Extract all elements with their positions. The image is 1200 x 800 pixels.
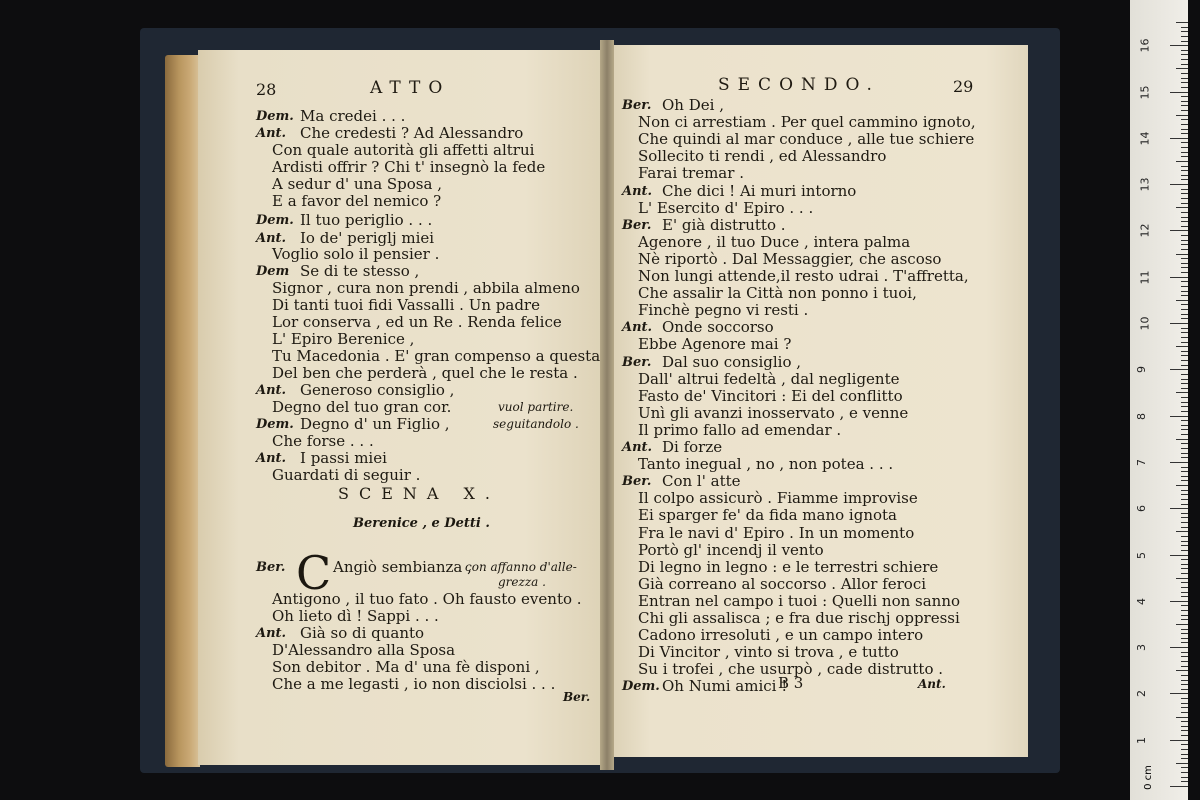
ruler-tick bbox=[1181, 226, 1188, 227]
ruler-tick bbox=[1181, 96, 1188, 97]
verse-line: Unì gli avanzi inosservato , e venne bbox=[638, 403, 909, 422]
ruler-tick bbox=[1176, 578, 1188, 579]
ruler-tick bbox=[1181, 203, 1188, 204]
ruler-tick bbox=[1181, 263, 1188, 264]
ruler-tick bbox=[1181, 517, 1188, 518]
ruler-tick bbox=[1181, 726, 1188, 727]
ruler-tick bbox=[1170, 555, 1188, 556]
ruler-number: 13 bbox=[1138, 177, 1152, 192]
ruler-tick bbox=[1181, 314, 1188, 315]
ruler-tick bbox=[1181, 212, 1188, 213]
verse-line: Che forse . . . bbox=[272, 432, 374, 450]
ruler-tick bbox=[1181, 27, 1188, 28]
page-number: 29 bbox=[953, 77, 974, 96]
ruler-tick bbox=[1181, 110, 1188, 111]
ruler-tick bbox=[1181, 490, 1188, 491]
ruler-tick bbox=[1181, 712, 1188, 713]
ruler-tick bbox=[1181, 536, 1188, 537]
ruler-tick bbox=[1181, 332, 1188, 333]
ruler-number: 16 bbox=[1138, 38, 1152, 53]
verse-line: Tanto inegual , no , non potea . . . bbox=[638, 455, 894, 474]
ruler-tick bbox=[1181, 78, 1188, 79]
ruler-tick bbox=[1170, 184, 1188, 185]
ruler-tick bbox=[1181, 221, 1188, 222]
verse-line: Del ben che perderà , quel che le resta . bbox=[272, 364, 578, 382]
ruler-tick bbox=[1181, 781, 1188, 782]
ruler-tick bbox=[1181, 105, 1188, 106]
ruler-number: 12 bbox=[1138, 223, 1152, 238]
ruler-tick bbox=[1176, 161, 1188, 162]
ruler-tick bbox=[1181, 573, 1188, 574]
ruler-tick bbox=[1181, 272, 1188, 273]
running-header: ATTO bbox=[370, 78, 451, 98]
speaker-label: Ant. bbox=[256, 383, 287, 398]
ruler-tick bbox=[1181, 443, 1188, 444]
ruler-number: 15 bbox=[1138, 85, 1152, 99]
ruler-tick bbox=[1181, 82, 1188, 83]
speaker-label: Ber. bbox=[622, 217, 652, 233]
verse-line: Chi gli assalisca ; e fra due rischj oppressi bbox=[638, 609, 960, 627]
measurement-ruler bbox=[1130, 0, 1188, 800]
verse-line: Cadono irresoluti , e un campo intero bbox=[638, 626, 924, 645]
ruler-tick bbox=[1181, 471, 1188, 472]
ruler-tick bbox=[1181, 582, 1188, 583]
ruler-tick bbox=[1181, 633, 1188, 634]
verse-line: Generoso consiglio , bbox=[300, 381, 455, 399]
ruler-number: 9 bbox=[1135, 366, 1148, 374]
ruler-tick bbox=[1181, 258, 1188, 259]
verse-line: Di forze bbox=[662, 438, 723, 456]
ruler-tick bbox=[1170, 369, 1188, 370]
ruler-tick bbox=[1170, 45, 1188, 46]
verse-line: Guardati di seguir . bbox=[272, 466, 421, 484]
ruler-tick bbox=[1181, 504, 1188, 505]
ruler-tick bbox=[1181, 374, 1188, 375]
ruler-tick bbox=[1181, 355, 1188, 356]
ruler-tick bbox=[1181, 318, 1188, 319]
verse-line: Portò gl' incendj il vento bbox=[638, 540, 824, 559]
ruler-number: 1 bbox=[1135, 736, 1148, 744]
ruler-tick bbox=[1176, 439, 1188, 440]
right-page bbox=[608, 45, 1028, 757]
verse-line: Che quindi al mar conduce , alle tue schiere bbox=[638, 130, 975, 149]
ruler-tick bbox=[1181, 119, 1188, 120]
ruler-number: 10 bbox=[1138, 316, 1152, 331]
verse-line: Dall' altrui fedeltà , dal negligente bbox=[638, 369, 900, 388]
ruler-tick bbox=[1176, 300, 1188, 301]
ruler-tick bbox=[1181, 744, 1188, 745]
verse-line: Finchè pegno vi resti . bbox=[638, 301, 809, 320]
ruler-tick bbox=[1181, 467, 1188, 468]
ruler-tick bbox=[1181, 457, 1188, 458]
verse-line: Che a me legasti , io non disciolsi . . . bbox=[272, 675, 556, 693]
ruler-tick bbox=[1181, 133, 1188, 134]
ruler-tick bbox=[1181, 527, 1188, 528]
speaker-label: Ant. bbox=[622, 183, 653, 199]
ruler-tick bbox=[1181, 615, 1188, 616]
ruler-tick bbox=[1181, 240, 1188, 241]
ruler-tick bbox=[1176, 717, 1188, 718]
verse-line: Di tanti tuoi fidi Vassalli . Un padre bbox=[272, 296, 540, 314]
verse-line: Agenore , il tuo Duce , intera palma bbox=[638, 232, 911, 251]
ruler-tick bbox=[1181, 684, 1188, 685]
ruler-tick bbox=[1176, 485, 1188, 486]
verse-line: Già correano al soccorso . Allor feroci bbox=[638, 574, 927, 593]
ruler-tick bbox=[1181, 397, 1188, 398]
verse-line: Angiò sembianza , bbox=[333, 558, 472, 576]
ruler-unit-label: 0 cm bbox=[1142, 765, 1154, 790]
verse-line: Tu Macedonia . E' gran compenso a questa bbox=[272, 347, 601, 365]
verse-line: Ardisti offrir ? Chi t' insegnò la fede bbox=[272, 158, 546, 176]
ruler-tick bbox=[1181, 147, 1188, 148]
verse-line: L' Epiro Berenice , bbox=[272, 330, 415, 348]
ruler-tick bbox=[1181, 420, 1188, 421]
ruler-tick bbox=[1181, 124, 1188, 125]
ruler-tick bbox=[1181, 629, 1188, 630]
ruler-tick bbox=[1181, 166, 1188, 167]
verse-line: Io de' periglj miei bbox=[300, 229, 435, 247]
left-page bbox=[198, 50, 606, 765]
verse-line: Ebbe Agenore mai ? bbox=[638, 335, 792, 354]
ruler-tick bbox=[1181, 777, 1188, 778]
ruler-tick bbox=[1170, 462, 1188, 463]
verse-line: Fra le navi d' Epiro . In un momento bbox=[638, 523, 915, 542]
ruler-number: 2 bbox=[1135, 690, 1148, 698]
ruler-tick bbox=[1181, 656, 1188, 657]
ruler-tick bbox=[1181, 494, 1188, 495]
ruler-number: 11 bbox=[1138, 270, 1152, 285]
speaker-label: Ant. bbox=[622, 440, 653, 455]
verse-line: Non ci arrestiam . Per quel cammino ignoto, bbox=[638, 113, 976, 132]
ruler-tick bbox=[1181, 351, 1188, 352]
page-number: 28 bbox=[256, 80, 277, 99]
ruler-tick bbox=[1176, 346, 1188, 347]
ruler-tick bbox=[1181, 101, 1188, 102]
ruler-tick bbox=[1181, 244, 1188, 245]
speaker-label: Ant. bbox=[256, 451, 287, 466]
ruler-tick bbox=[1181, 605, 1188, 606]
ruler-number: 7 bbox=[1135, 458, 1148, 466]
ruler-tick bbox=[1170, 323, 1188, 324]
ruler-tick bbox=[1181, 235, 1188, 236]
ruler-tick bbox=[1181, 642, 1188, 643]
ruler-tick bbox=[1181, 64, 1188, 65]
speaker-label: Ant. bbox=[256, 231, 287, 246]
ruler-tick bbox=[1181, 730, 1188, 731]
speaker-label: Ber. bbox=[622, 354, 652, 370]
ruler-tick bbox=[1181, 587, 1188, 588]
ruler-tick bbox=[1181, 406, 1188, 407]
ruler-tick bbox=[1181, 675, 1188, 676]
verse-line: Voglio solo il pensier . bbox=[272, 245, 440, 263]
ruler-tick bbox=[1176, 115, 1188, 116]
ruler-tick bbox=[1181, 328, 1188, 329]
verse-line: Con l' atte bbox=[662, 472, 741, 491]
speaker-label: Ant. bbox=[622, 320, 653, 336]
ruler-tick bbox=[1181, 388, 1188, 389]
ruler-tick bbox=[1181, 379, 1188, 380]
ruler-tick bbox=[1181, 50, 1188, 51]
speaker-label: Dem. bbox=[256, 417, 294, 432]
scene-heading: SCENA X. bbox=[338, 484, 500, 503]
verse-line: E a favor del nemico ? bbox=[272, 192, 442, 210]
verse-line: Di Vincitor , vinto si trova , e tutto bbox=[638, 643, 899, 662]
verse-line: Dal suo consiglio , bbox=[662, 352, 802, 371]
ruler-tick bbox=[1176, 531, 1188, 532]
ruler-number: 14 bbox=[1138, 131, 1152, 146]
verse-line: Entran nel campo i tuoi : Quelli non sanno bbox=[638, 591, 961, 610]
ruler-tick bbox=[1181, 680, 1188, 681]
ruler-tick bbox=[1181, 267, 1188, 268]
ruler-tick bbox=[1181, 59, 1188, 60]
ruler-tick bbox=[1181, 638, 1188, 639]
verse-line: Il tuo periglio . . . bbox=[300, 211, 433, 229]
verse-line: Lor conserva , ed un Re . Renda felice bbox=[272, 313, 562, 331]
ruler-tick bbox=[1181, 476, 1188, 477]
ruler-tick bbox=[1181, 411, 1188, 412]
ruler-tick bbox=[1176, 254, 1188, 255]
book-gutter bbox=[600, 40, 614, 770]
ruler-tick bbox=[1181, 36, 1188, 37]
catchword: Ant. bbox=[918, 677, 946, 691]
ruler-tick bbox=[1181, 152, 1188, 153]
verse-line: Non lungi attende,il resto udrai . T'affretta, bbox=[638, 267, 969, 285]
ruler-tick bbox=[1181, 522, 1188, 523]
ruler-tick bbox=[1181, 666, 1188, 667]
verse-line: E' già distrutto . bbox=[662, 215, 786, 234]
ruler-number: 6 bbox=[1135, 505, 1148, 513]
speaker-label: Ber. bbox=[622, 474, 652, 490]
ruler-tick bbox=[1181, 610, 1188, 611]
ruler-tick bbox=[1181, 286, 1188, 287]
verse-line: Se di te stesso , bbox=[300, 262, 420, 280]
ruler-tick bbox=[1181, 541, 1188, 542]
ruler-tick bbox=[1181, 619, 1188, 620]
speaker-label: Ber. bbox=[622, 98, 652, 113]
ruler-tick bbox=[1176, 763, 1188, 764]
ruler-number: 5 bbox=[1135, 551, 1148, 559]
verse-line: Già so di quanto bbox=[300, 624, 425, 642]
ruler-tick bbox=[1181, 425, 1188, 426]
ruler-tick bbox=[1181, 429, 1188, 430]
speaker-label: Ant. bbox=[256, 626, 287, 641]
speaker-label: Dem. bbox=[256, 109, 294, 124]
ruler-tick bbox=[1181, 142, 1188, 143]
ruler-tick bbox=[1181, 513, 1188, 514]
ruler-tick bbox=[1181, 291, 1188, 292]
signature-mark: B 3 bbox=[778, 674, 804, 692]
ruler-tick bbox=[1176, 670, 1188, 671]
ruler-tick bbox=[1181, 689, 1188, 690]
ruler-tick bbox=[1176, 624, 1188, 625]
speaker-label: Dem bbox=[256, 264, 290, 279]
verse-line: Sollecito ti rendi , ed Alessandro bbox=[638, 147, 887, 166]
catchword: Ber. bbox=[563, 690, 591, 704]
ruler-tick bbox=[1181, 73, 1188, 74]
ruler-tick bbox=[1181, 564, 1188, 565]
speaker-label: Ber. bbox=[256, 560, 286, 575]
ruler-tick bbox=[1181, 550, 1188, 551]
verse-line: Di legno in legno : e le terrestri schiere bbox=[638, 557, 939, 576]
ruler-tick bbox=[1181, 249, 1188, 250]
ruler-tick bbox=[1176, 207, 1188, 208]
ruler-tick bbox=[1181, 652, 1188, 653]
ruler-tick bbox=[1181, 545, 1188, 546]
ruler-tick bbox=[1181, 754, 1188, 755]
verse-line: Che assalir la Città non ponno i tuoi, bbox=[638, 284, 917, 303]
ruler-tick bbox=[1181, 193, 1188, 194]
ruler-tick bbox=[1181, 41, 1188, 42]
ruler-tick bbox=[1181, 360, 1188, 361]
ruler-tick bbox=[1181, 295, 1188, 296]
verse-line: Antigono , il tuo fato . Oh fausto evento . bbox=[272, 590, 582, 608]
ruler-tick bbox=[1181, 304, 1188, 305]
scene-characters: Berenice , e Detti . bbox=[353, 516, 490, 531]
ruler-tick bbox=[1176, 68, 1188, 69]
ruler-tick bbox=[1181, 198, 1188, 199]
ruler-tick bbox=[1176, 392, 1188, 393]
verse-line: D'Alessandro alla Sposa bbox=[272, 641, 456, 659]
ruler-tick bbox=[1170, 416, 1188, 417]
ruler-tick bbox=[1170, 693, 1188, 694]
ruler-tick bbox=[1181, 499, 1188, 500]
verse-line: I passi miei bbox=[300, 449, 387, 467]
verse-line: Il primo fallo ad emendar . bbox=[638, 420, 842, 439]
verse-line: Degno d' un Figlio , bbox=[300, 415, 450, 433]
verse-line: Signor , cura non prendi , abbila almeno bbox=[272, 279, 580, 297]
stage-direction: con affanno d'alle- bbox=[465, 560, 577, 574]
running-header: SECONDO. bbox=[718, 75, 880, 95]
verse-line: Fasto de' Vincitori : Ei del conflitto bbox=[638, 386, 903, 405]
ruler-tick bbox=[1181, 156, 1188, 157]
speaker-label: Dem. bbox=[622, 679, 660, 695]
stage-direction: grezza . bbox=[498, 575, 546, 589]
ruler-tick bbox=[1170, 786, 1188, 787]
ruler-tick bbox=[1181, 767, 1188, 768]
ruler-tick bbox=[1170, 740, 1188, 741]
ruler-number: 8 bbox=[1135, 412, 1148, 420]
verse-line: Nè riportò . Dal Messaggier, che ascoso bbox=[638, 249, 942, 268]
ruler-tick bbox=[1181, 735, 1188, 736]
ruler-tick bbox=[1181, 402, 1188, 403]
speaker-label: Ant. bbox=[256, 126, 287, 141]
verse-line: Farai tremar . bbox=[638, 164, 744, 183]
ruler-tick bbox=[1181, 281, 1188, 282]
ruler-tick bbox=[1170, 647, 1188, 648]
ruler-tick bbox=[1170, 601, 1188, 602]
verse-line: A sedur d' una Sposa , bbox=[272, 175, 442, 193]
ruler-tick bbox=[1170, 230, 1188, 231]
verse-line: Oh Dei , bbox=[662, 96, 724, 114]
ruler-tick bbox=[1181, 568, 1188, 569]
ruler-tick bbox=[1181, 87, 1188, 88]
speaker-label: Dem. bbox=[256, 213, 294, 228]
ruler-tick bbox=[1181, 434, 1188, 435]
ruler-tick bbox=[1170, 508, 1188, 509]
verse-line: Il colpo assicurò . Fiamme improvise bbox=[638, 489, 918, 508]
ruler-tick bbox=[1181, 31, 1188, 32]
ruler-tick bbox=[1181, 383, 1188, 384]
ruler-tick bbox=[1170, 92, 1188, 93]
ruler-tick bbox=[1181, 480, 1188, 481]
verse-line: Oh lieto dì ! Sappi . . . bbox=[272, 607, 439, 625]
ruler-tick bbox=[1181, 698, 1188, 699]
verse-line: Oh Numi amici ! bbox=[662, 677, 788, 696]
ruler-tick bbox=[1181, 309, 1188, 310]
ruler-tick bbox=[1176, 22, 1188, 23]
ruler-tick bbox=[1181, 592, 1188, 593]
ruler-tick bbox=[1181, 337, 1188, 338]
verse-line: Onde soccorso bbox=[662, 318, 774, 337]
ruler-tick bbox=[1181, 772, 1188, 773]
ruler-tick bbox=[1181, 448, 1188, 449]
ruler-number: 4 bbox=[1135, 597, 1148, 605]
ruler-tick bbox=[1181, 189, 1188, 190]
verse-line: Degno del tuo gran cor. bbox=[272, 398, 452, 416]
stage-direction: seguitandolo . bbox=[493, 417, 579, 431]
ruler-tick bbox=[1181, 365, 1188, 366]
ruler-tick bbox=[1181, 129, 1188, 130]
ruler-tick bbox=[1181, 661, 1188, 662]
verse-line: L' Esercito d' Epiro . . . bbox=[638, 198, 814, 217]
ruler-tick bbox=[1181, 342, 1188, 343]
verse-line: Che dici ! Ai muri intorno bbox=[662, 181, 857, 200]
verse-line: Son debitor . Ma d' una fè disponi , bbox=[272, 658, 540, 676]
drop-capital: C bbox=[296, 546, 332, 600]
ruler-tick bbox=[1181, 721, 1188, 722]
verse-line: Che credesti ? Ad Alessandro bbox=[300, 124, 524, 142]
ruler-tick bbox=[1170, 277, 1188, 278]
ruler-tick bbox=[1181, 707, 1188, 708]
ruler-tick bbox=[1181, 559, 1188, 560]
verse-line: Ma credei . . . bbox=[300, 107, 406, 125]
verse-line: Su i trofei , che usurpò , cade distrutto . bbox=[638, 660, 944, 679]
ruler-tick bbox=[1181, 596, 1188, 597]
ruler-tick bbox=[1181, 179, 1188, 180]
stage-direction: vuol partire. bbox=[498, 400, 574, 414]
ruler-number: 3 bbox=[1135, 644, 1148, 652]
verse-line: Con quale autorità gli affetti altrui bbox=[272, 141, 535, 159]
ruler-tick bbox=[1181, 54, 1188, 55]
ruler-tick bbox=[1181, 749, 1188, 750]
ruler-tick bbox=[1181, 758, 1188, 759]
ruler-tick bbox=[1181, 170, 1188, 171]
ruler-tick bbox=[1181, 217, 1188, 218]
page-edges bbox=[165, 55, 200, 767]
ruler-tick bbox=[1181, 453, 1188, 454]
ruler-tick bbox=[1181, 175, 1188, 176]
verse-line: Ei sparger fe' da fida mano ignota bbox=[638, 506, 897, 525]
ruler-tick bbox=[1170, 138, 1188, 139]
ruler-tick bbox=[1181, 703, 1188, 704]
